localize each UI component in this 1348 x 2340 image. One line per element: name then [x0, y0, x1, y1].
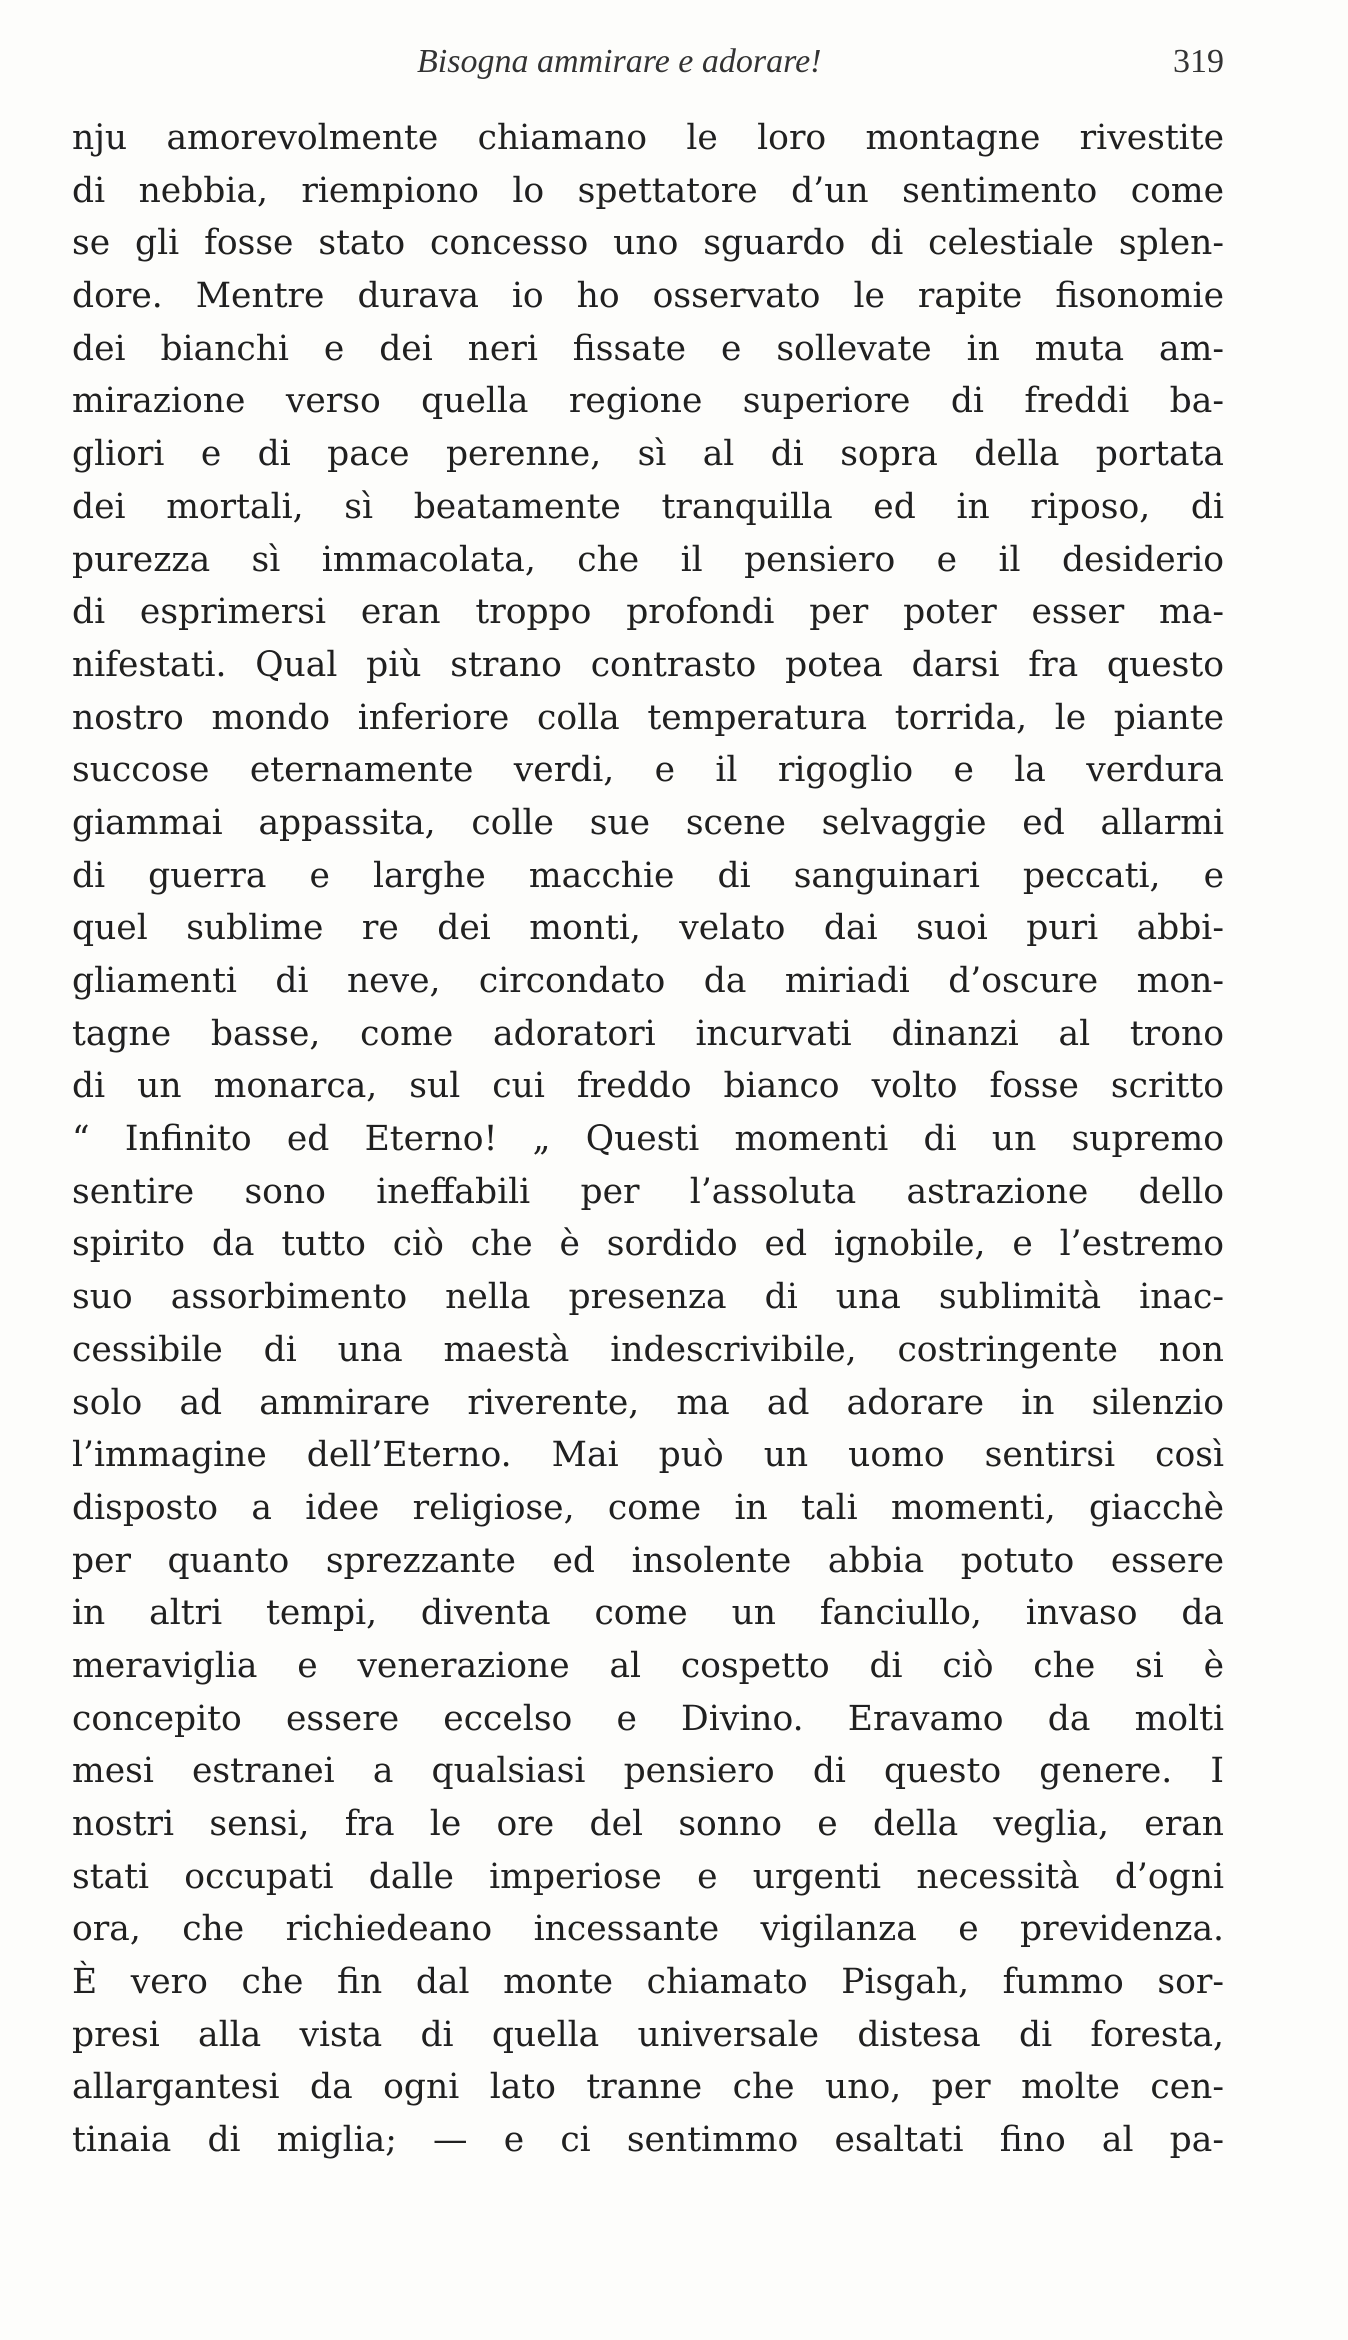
text-line: “ Infinito ed Eterno! „ Questi momenti di un supremo — [72, 1119, 1224, 1160]
text-line: gliamenti di neve, circondato da miriadi d’oscure mon- — [72, 961, 1224, 1001]
text-line: tagne basse, come adoratori incurvati dinanzi al trono — [72, 1013, 1224, 1054]
text-line: giammai appassita, colle sue scene selvaggie ed allarmi — [72, 802, 1224, 843]
text-line: concepito essere eccelso e Divino. Eravamo da molti — [72, 1698, 1224, 1739]
text-line: tinaia di miglia; — e ci sentimmo esaltati fino al pa- — [72, 2120, 1224, 2161]
body-text — [72, 112, 1224, 2167]
text-line: meraviglia e venerazione al cospetto di ciò che si è — [72, 1645, 1224, 1686]
text-line: allargantesi da ogni lato tranne che uno, per molte cen- — [72, 2067, 1224, 2108]
text-line: disposto a idee religiose, come in tali momenti, giacchè — [72, 1487, 1224, 1528]
text-line: di esprimersi eran troppo profondi per poter esser ma- — [72, 592, 1224, 633]
text-line: se gli fosse stato concesso uno sguardo di celestiale splen- — [72, 223, 1224, 264]
running-title: Bisogna ammirare e adorare! — [417, 43, 822, 80]
text-line: purezza sì immacolata, che il pensiero e il desiderio — [72, 539, 1224, 580]
text-line: l’immagine dell’Eterno. Mai può un uomo sentirsi così — [72, 1435, 1224, 1476]
text-line: È vero che fin dal monte chiamato Pisgah, fummo sor- — [72, 1962, 1224, 2003]
text-line: stati occupati dalle imperiose e urgenti necessità d’ogni — [72, 1856, 1224, 1897]
text-line: dore. Mentre durava io ho osservato le rapite fisonomie — [72, 276, 1224, 317]
running-head — [72, 38, 1224, 86]
page-number: 319 — [1173, 43, 1224, 80]
text-line: di guerra e larghe macchie di sanguinari peccati, e — [72, 855, 1224, 896]
text-line: sentire sono ineffabili per l’assoluta astrazione dello — [72, 1171, 1224, 1212]
text-line: mesi estranei a qualsiasi pensiero di questo genere. I — [72, 1751, 1224, 1792]
text-line: nju amorevolmente chiamano le loro montagne rivestite — [72, 118, 1224, 158]
text-line: solo ad ammirare riverente, ma ad adorare in silenzio — [72, 1382, 1224, 1423]
text-line: quel sublime re dei monti, velato dai suoi puri abbi- — [72, 908, 1224, 949]
text-line: succose eternamente verdi, e il rigoglio e la verdura — [72, 750, 1224, 791]
text-line: gliori e di pace perenne, sì al di sopra della portata — [72, 434, 1224, 475]
text-line: mirazione verso quella regione superiore di freddi ba- — [72, 381, 1224, 422]
text-line: per quanto sprezzante ed insolente abbia potuto essere — [72, 1540, 1224, 1581]
text-line: di un monarca, sul cui freddo bianco volto fosse scritto — [72, 1066, 1224, 1107]
text-line: spirito da tutto ciò che è sordido ed ignobile, e l’estremo — [72, 1224, 1224, 1265]
text-line: presi alla vista di quella universale distesa di foresta, — [72, 2014, 1224, 2055]
text-line: suo assorbimento nella presenza di una sublimità inac- — [72, 1277, 1224, 1318]
text-line: cessibile di una maestà indescrivibile, costringente non — [72, 1329, 1224, 1370]
text-line: di nebbia, riempiono lo spettatore d’un sentimento come — [72, 170, 1224, 211]
text-line: nostri sensi, fra le ore del sonno e della veglia, eran — [72, 1804, 1224, 1844]
text-line: ora, che richiedeano incessante vigilanza e previdenza. — [72, 1909, 1224, 1950]
text-line: nifestati. Qual più strano contrasto potea darsi fra questo — [72, 644, 1224, 685]
text-line: dei mortali, sì beatamente tranquilla ed in riposo, di — [72, 486, 1224, 527]
text-line: dei bianchi e dei neri fissate e sollevate in muta am- — [72, 328, 1224, 369]
text-line: nostro mondo inferiore colla temperatura torrida, le piante — [72, 697, 1224, 738]
text-line: in altri tempi, diventa come un fanciullo, invaso da — [72, 1593, 1224, 1634]
